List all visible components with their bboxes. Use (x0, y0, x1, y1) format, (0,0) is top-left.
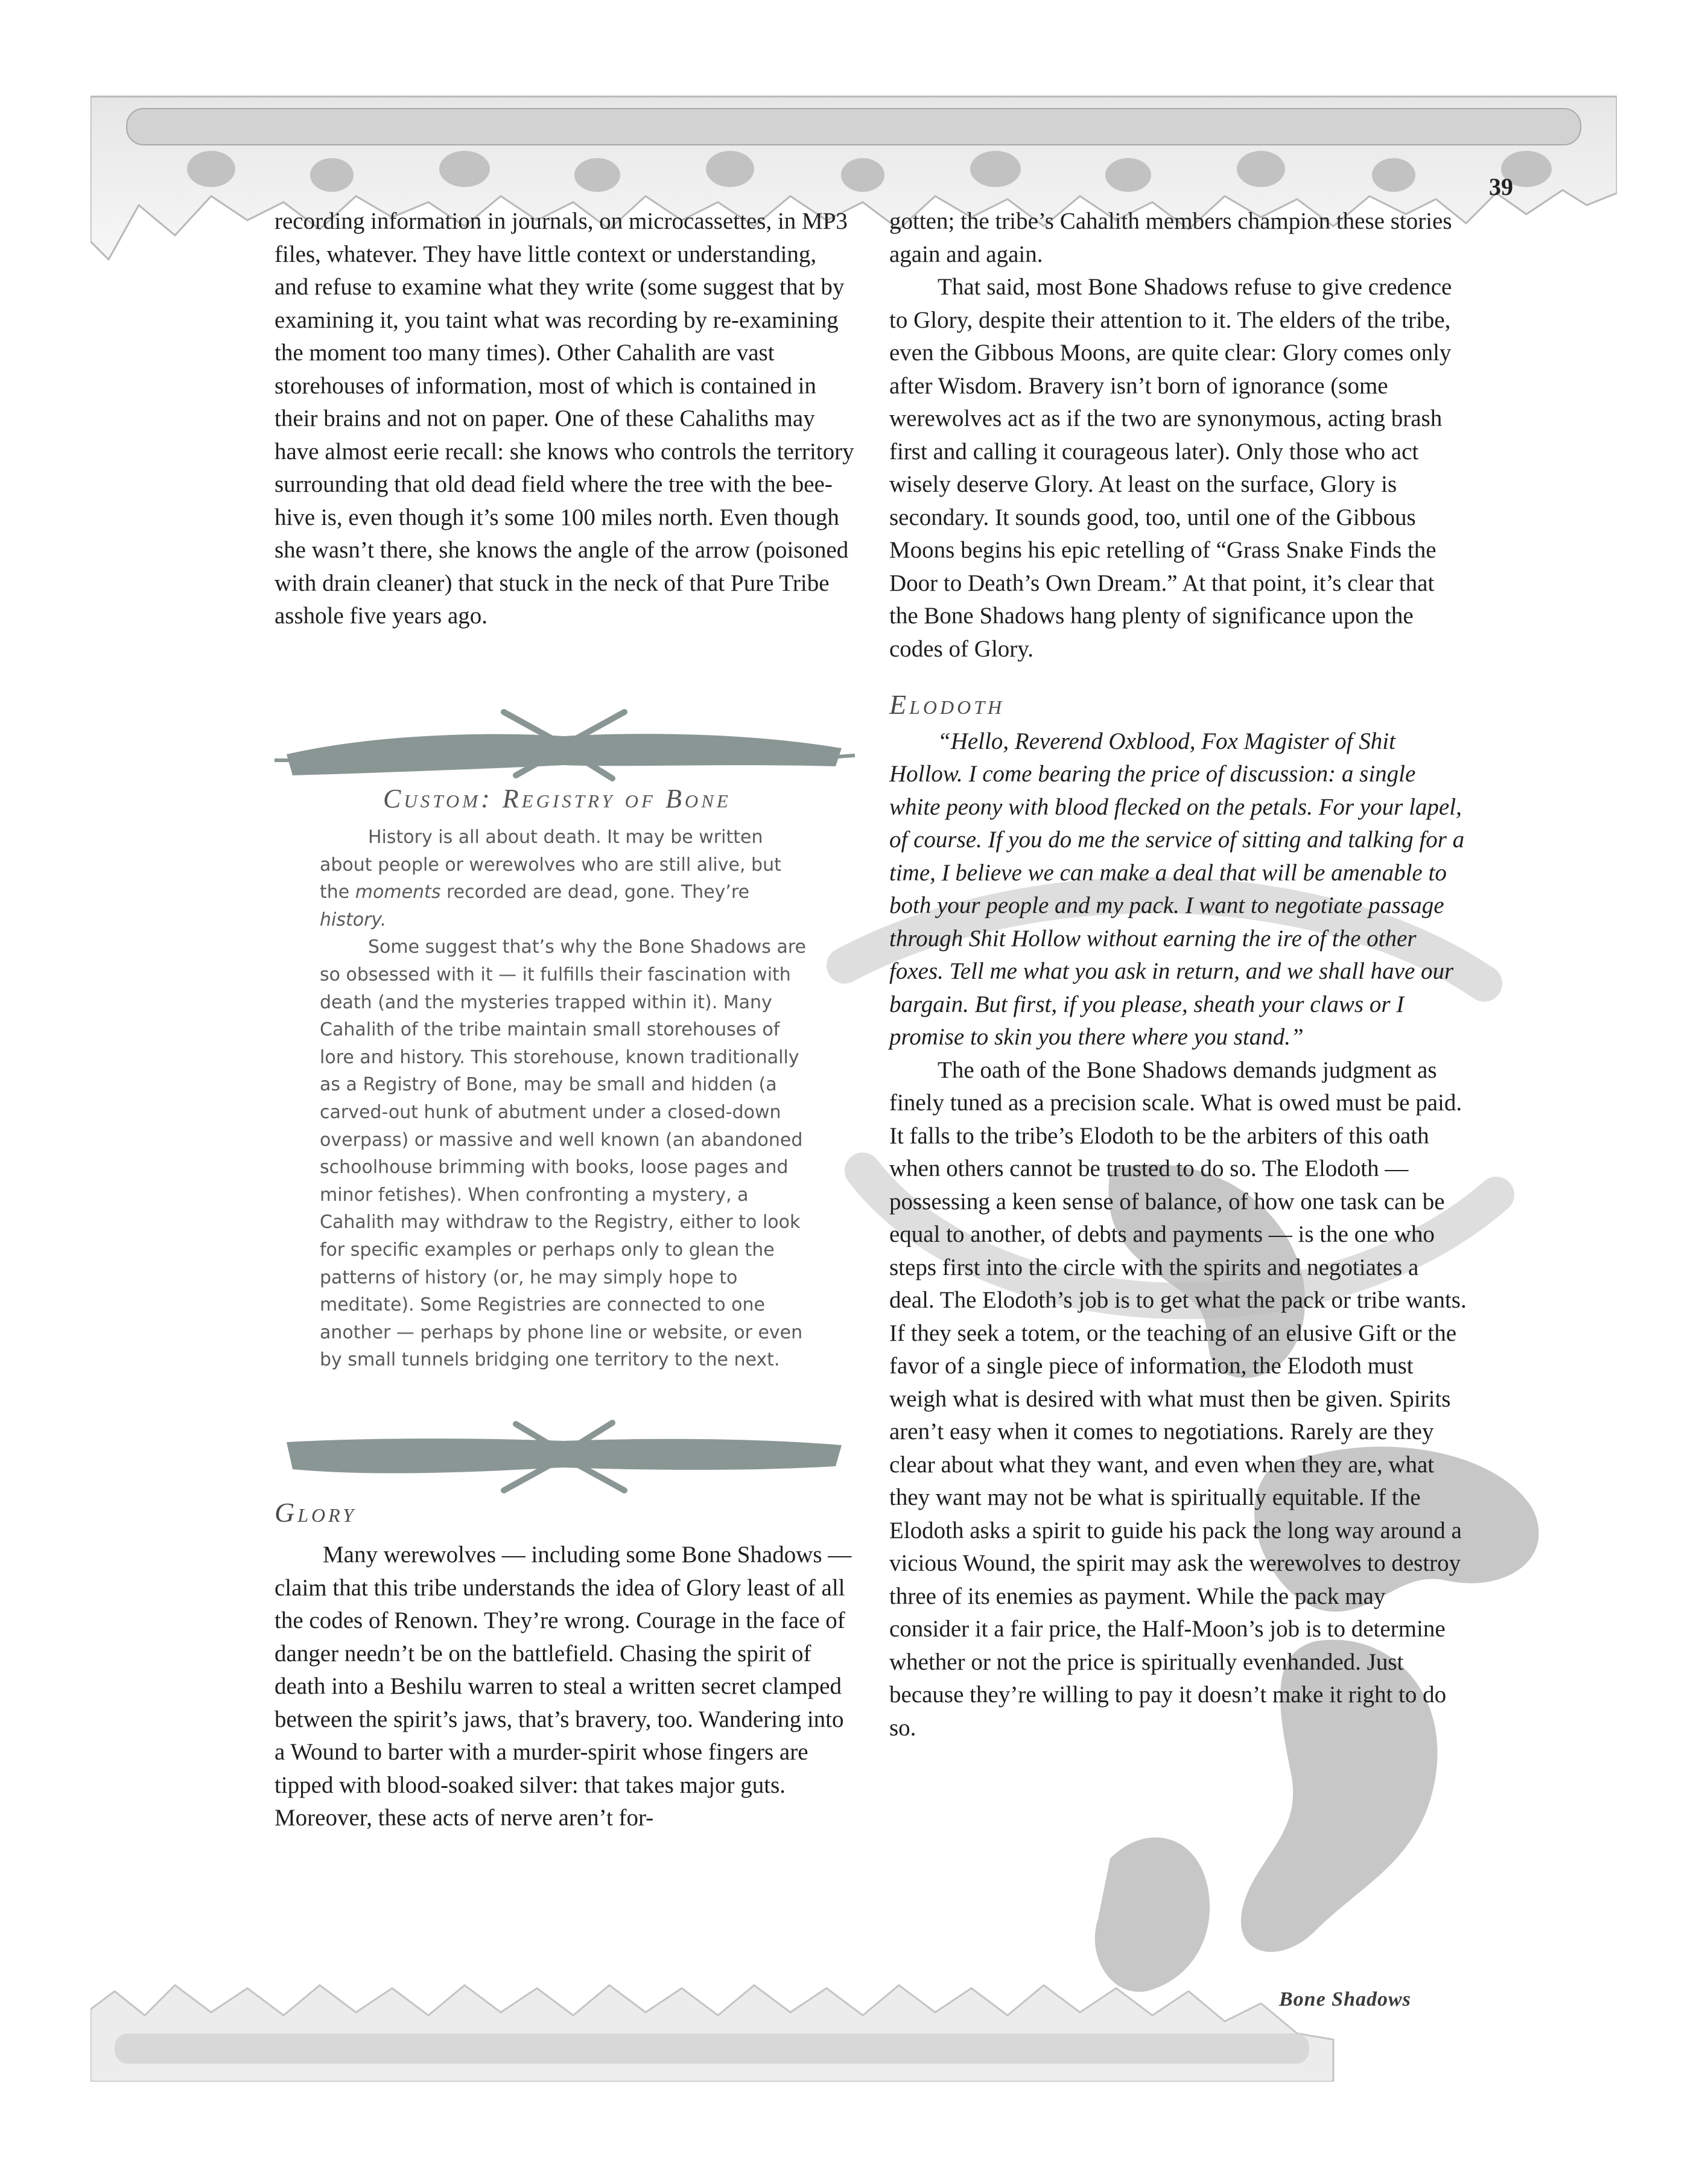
glory-heading: Glory (275, 1497, 357, 1528)
page-number: 39 (1489, 173, 1513, 200)
brush-ornament-bottom (275, 1412, 855, 1502)
bottom-bone-border (90, 1967, 1617, 2082)
brush-ornament-top (275, 700, 855, 790)
left-paragraph: recording information in journals, on microcassettes, in MP3 files, whatever. They have little context or understanding, and refuse to examine what they write (some suggest that by examining it, you taint what was recording by re-examining the moment too many times). Other Cahalith are vast storehouses of information, most of which is contained in their brains and not on paper. One of these Cahaliths may have almost eerie recall: she knows who controls the territory surrounding that old dead field where the tree with the bee-hive is, even though it’s some 100 miles north. Even though she wasn’t there, she knows the angle of the arrow (poisoned with drain cleaner) that stuck in the neck of that Pure Tribe asshole five years ago. (275, 208, 854, 629)
sidebar-paragraph-1 (320, 824, 814, 933)
right-column (889, 205, 1468, 1744)
right-paragraph-2: That said, most Bone Shadows refuse to give credence to Glory, despite their attention to it. The elders of the tribe, even the Gibbous Moons, are quite clear: Glory comes only after Wisdom. Bravery isn’t born of ignorance (some werewolves act as if the two are synonymous, acting brash first and calling it courageous later). Only those who act wisely deserve Glory. At least on the surface, Glory is secondary. It sounds good, too, until one of the Gibbous Moons begins his epic retelling of “Grass Snake Finds the Door to Death’s Own Dream.” At that point, it’s clear that the Bone Shadows hang plenty of significance upon the codes of Glory. (889, 274, 1452, 662)
elodoth-heading: Elodoth (889, 689, 1005, 720)
sidebar-box (275, 700, 855, 1515)
sidebar-title: Custom: Registry of Bone (383, 784, 731, 813)
glory-paragraph: Many werewolves — including some Bone Shadows — claim that this tribe understands the idea of Glory least of all the codes of Renown. They’re wrong. Courage in the face of danger needn’t be on the battlefield. Chasing the spirit of death into a Beshilu warren to steal a written secret clamped between the spirit’s jaws, that’s bravery, too. Wandering into a Wound to barter with a murder-spirit whose fingers are tipped with blood-soaked silver: that takes major guts. Moreover, these acts of nerve aren’t for- (275, 1542, 852, 1831)
left-column (275, 205, 855, 633)
right-paragraph-1: gotten; the tribe’s Cahalith members champion these stories again and again. (889, 208, 1452, 267)
footer-label: Bone Shadows (1279, 1988, 1411, 2011)
elodoth-quote: “Hello, Reverend Oxblood, Fox Magister of Shit Hollow. I come bearing the price of discussion: a single white peony with blood flecked on the petals. For your lapel, of course. If you do me the service of sitting and talking for a time, I believe we can make a deal that will be amenable to both your people and my pack. I want to negotiate passage through Shit Hollow without earning the ire of the other foxes. Tell me what you ask in return, and we shall have our bargain. But first, if you please, sheath your claws or I promise to skin you there where you stand.” (889, 728, 1465, 1050)
glory-body (275, 1539, 855, 1835)
sidebar-p1-emphasis-moments: moments (355, 882, 441, 903)
sidebar-paragraph-2: Some suggest that’s why the Bone Shadows are so obsessed with it — it fulfills their fascination with death (and the mysteries trapped within it). Many Cahalith of the tribe maintain small storehouses of lore and history. This storehouse, known traditionally as a Registry of Bone, may be small and hidden (a carved-out hunk of abutment under a closed-down overpass) or massive and well known (an abandoned schoolhouse brimming with books, loose pages and minor fetishes). When confronting a mystery, a Cahalith may withdraw to the Registry, either to look for specific examples or perhaps only to glean the patterns of history (or, he may simply hope to meditate). Some Registries are connected to one another — perhaps by phone line or website, or even by small tunnels bridging one territory to the next. (320, 936, 806, 1371)
sidebar-body (320, 824, 814, 1374)
sidebar-p1-emphasis-history: history. (320, 909, 387, 930)
sidebar-p1-mid: recorded are dead, gone. They’re (440, 882, 750, 903)
sidebar-p1-start: History is all about death. It may be written about people or werewolves who are still alive, but the (320, 827, 781, 903)
right-paragraph-3: The oath of the Bone Shadows demands judgment as finely tuned as a precision scale. What is owed must be paid. It falls to the tribe’s Elodoth to be the arbiters of this oath when others cannot be trusted to do so. The Elodoth — possessing a keen sense of balance, of how one task can be equal to another, of debts and payments — is the one who steps first into the circle with the spirits and negotiates a deal. The Elodoth’s job is to get what the pack or tribe wants. If they seek a totem, or the teaching of an elusive Gift or the favor of a single piece of information, the Elodoth must weigh what is desired with what must then be given. Spirits aren’t easy when it comes to negotiations. Rarely are they clear about what they want, and even when they are, what they want may not be what is spiritually equitable. If the Elodoth asks a spirit to guide his pack the long way around a vicious Wound, the spirit may ask the werewolves to destroy three of its enemies as payment. While the pack may consider it a fair price, the Half-Moon’s job is to determine whether or not the price is spiritually evenhanded. Just because they’re willing to pay it doesn’t make it right to do so. (889, 1057, 1467, 1741)
